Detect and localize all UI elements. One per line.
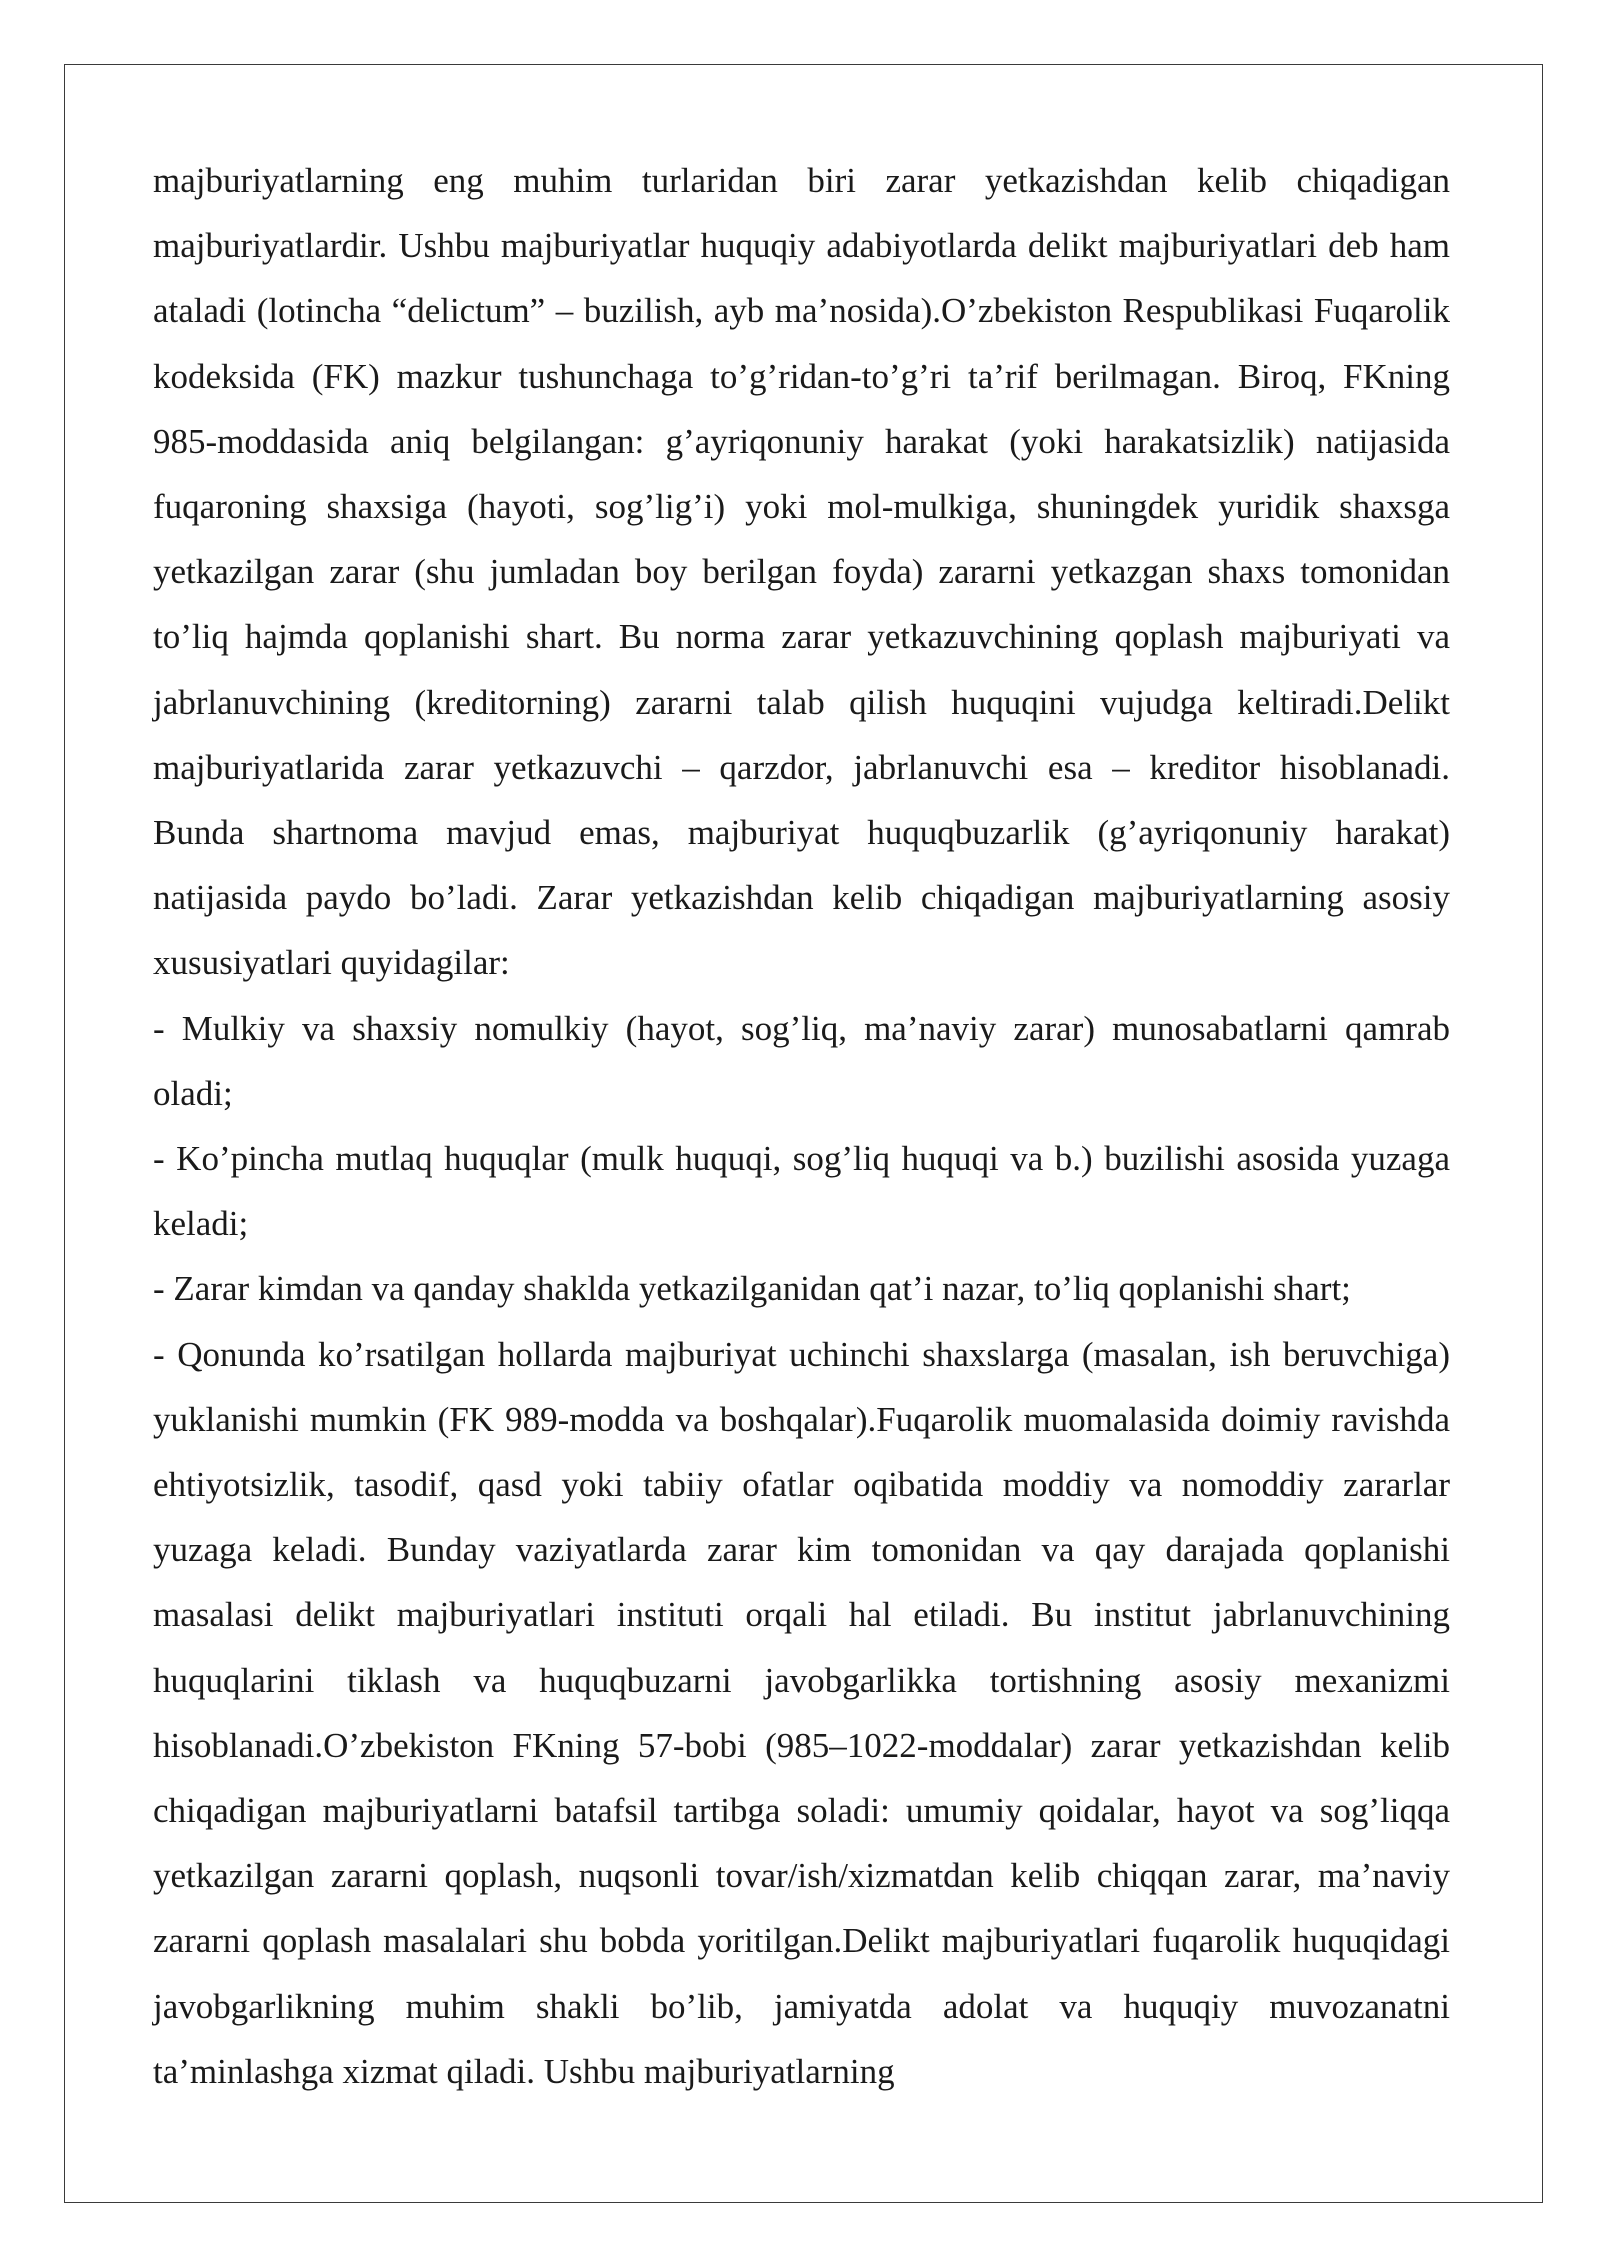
list-item-property-relations: - Mulkiy va shaxsiy nomulkiy (hayot, sog’liq, ma’naviy zarar) munosabatlarni qamrab oladi; — [153, 1008, 1450, 1113]
paragraph-intro: majburiyatlarning eng muhim turlaridan biri zarar yetkazishdan kelib chiqadigan majburiyatlardir. Ushbu majburiyatlar huquqiy adabiyotlarda delikt majburiyatlari deb ham ataladi (lotincha “delictum” – buzilish, ayb ma’nosida).O’zbekiston Respublikasi Fuqarolik kodeksida (FK) mazkur tushunchaga to’g’ridan-to’g’ri ta’rif berilmagan. Biroq, FKning 985-moddasida aniq belgilangan: g’ayriqonuniy harakat (yoki harakatsizlik) natijasida fuqaroning shaxsiga (hayoti, sog’lig’i) yoki mol-mulkiga, shuningdek yuridik shaxsga yetkazilgan zarar (shu jumladan boy berilgan foyda) zararni yetkazgan shaxs tomonidan to’liq hajmda qoplanishi shart. Bu norma zarar yetkazuvchining qoplash majburiyati va jabrlanuvchining (kreditorning) zararni talab qilish huquqini vujudga keltiradi.Delikt majburiyatlarida zarar yetkazuvchi – qarzdor, jabrlanuvchi esa – kreditor hisoblanadi. Bunda shartnoma mavjud emas, majburiyat huquqbuzarlik (g’ayriqonuniy harakat) natijasida paydo bo’ladi. Zarar yetkazishdan kelib chiqadigan majburiyatlarning asosiy xususiyatlari quyidagilar: — [153, 161, 1450, 983]
list-item-third-party-liability: - Qonunda ko’rsatilgan hollarda majburiyat uchinchi shaxslarga (masalan, ish beruvchiga) yuklanishi mumkin (FK 989-modda va boshqalar).Fuqarolik muomalasida doimiy ravishda ehtiyotsizlik, tasodif, qasd yoki tabiiy ofatlar oqibatida moddiy va nomoddiy zararlar yuzaga keladi. Bunday vaziyatlarda zarar kim tomonidan va qay darajada qoplanishi masalasi delikt majburiyatlari instituti orqali hal etiladi. Bu institut jabrlanuvchining huquqlarini tiklash va huquqbuzarni javobgarlikka tortishning asosiy mexanizmi hisoblanadi.O’zbekiston FKning 57-bobi (985–1022-moddalar) zarar yetkazishdan kelib chiqadigan majburiyatlarni batafsil tartibga soladi: umumiy qoidalar, hayot va sog’liqqa yetkazilgan zararni qoplash, nuqsonli tovar/ish/xizmatdan kelib chiqqan zarar, ma’naviy zararni qoplash masalalari shu bobda yoritilgan.Delikt majburiyatlari fuqarolik huquqidagi javobgarlikning muhim shakli bo’lib, jamiyatda adolat va huquqiy muvozanatni ta’minlashga xizmat qiladi. Ushbu majburiyatlarning — [153, 1334, 1450, 2091]
document-body — [153, 148, 1450, 2104]
list-item-full-compensation: - Zarar kimdan va qanday shaklda yetkazilganidan qat’i nazar, to’liq qoplanishi shart; — [153, 1269, 1351, 1309]
list-item-absolute-rights: - Ko’pincha mutlaq huquqlar (mulk huquqi, sog’liq huquqi va b.) buzilishi asosida yuzaga keladi; — [153, 1139, 1450, 1244]
